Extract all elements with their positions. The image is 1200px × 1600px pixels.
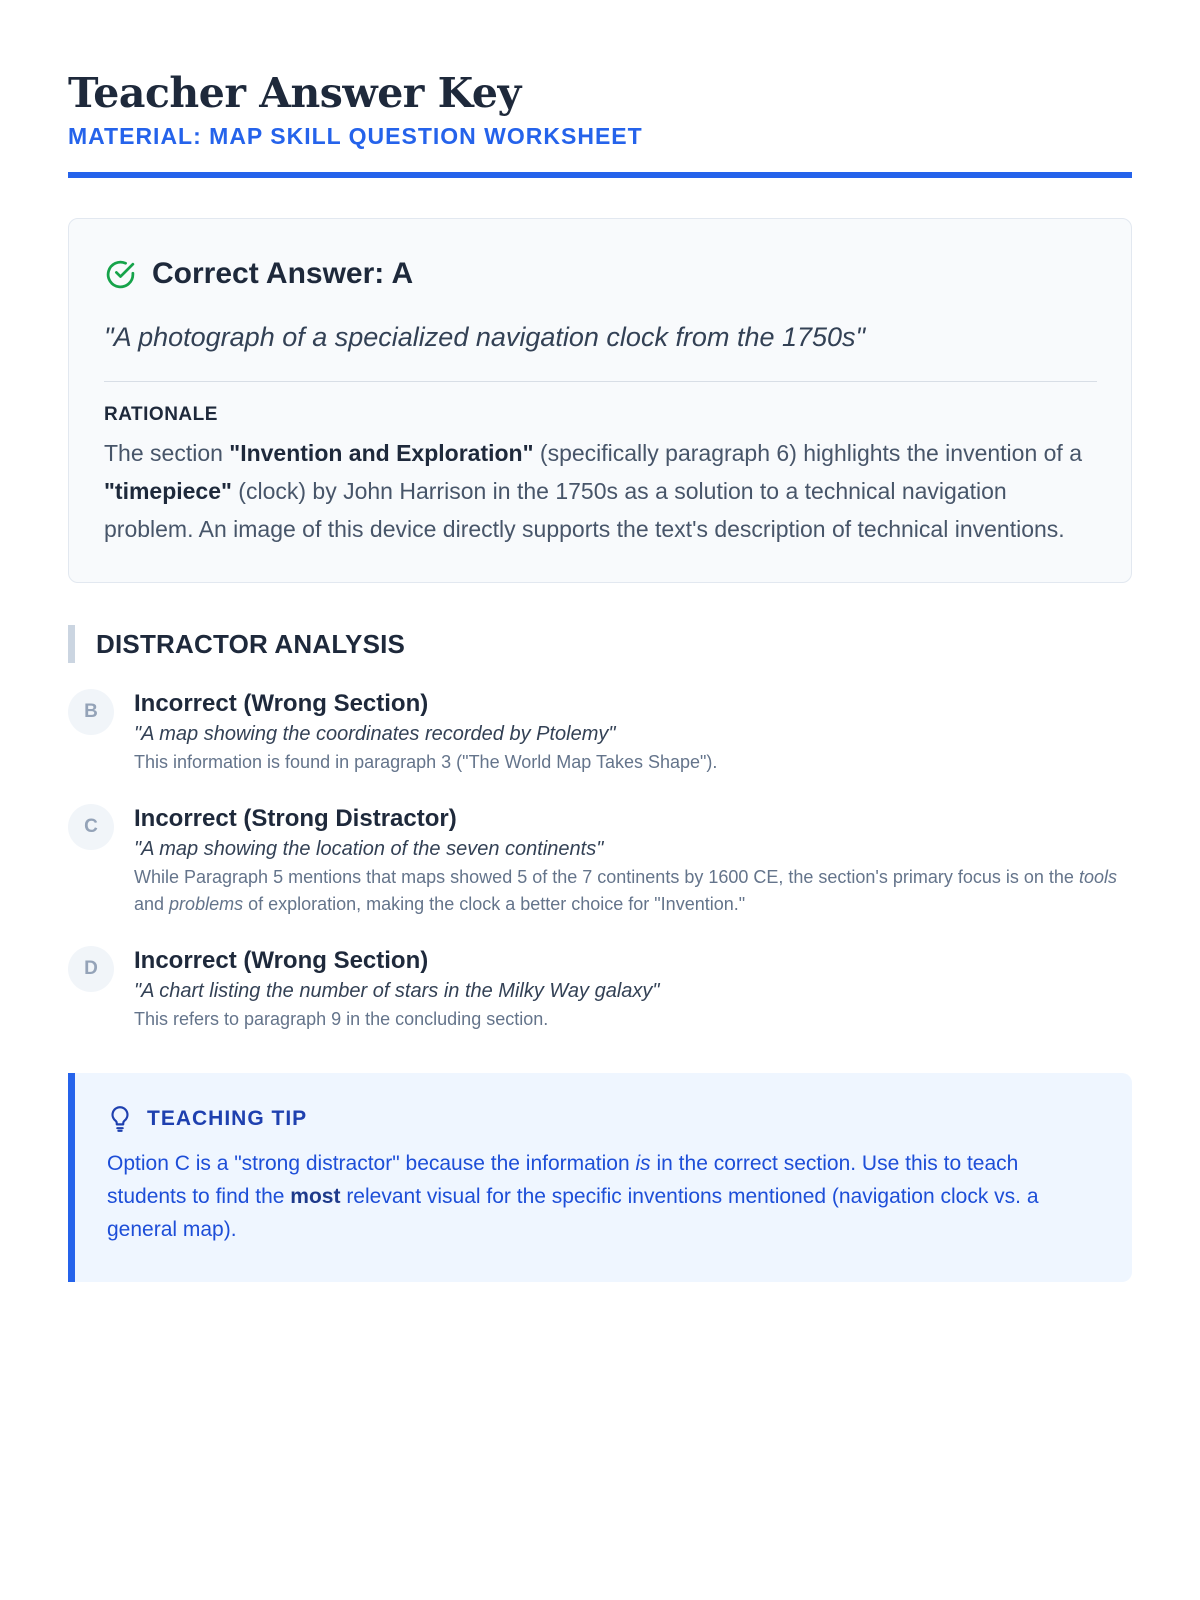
distractor-item-b <box>68 689 1132 776</box>
distractor-verdict: Incorrect (Wrong Section) <box>134 947 429 974</box>
option-letter-badge: D <box>68 946 114 992</box>
distractor-verdict: Incorrect (Wrong Section) <box>134 690 429 717</box>
correct-answer-label: Correct Answer: A <box>152 257 414 290</box>
page-header <box>68 68 1132 178</box>
teaching-tip-box <box>68 1073 1132 1282</box>
correct-answer-heading <box>104 257 1097 291</box>
teaching-tip-label: TEACHING TIP <box>147 1107 308 1130</box>
teaching-tip-heading <box>107 1105 1096 1133</box>
distractor-note: This information is found in paragraph 3 ("The World Map Takes Shape"). <box>134 752 718 772</box>
page-title: Teacher Answer Key <box>68 69 521 117</box>
material-subtitle: MATERIAL: MAP SKILL QUESTION WORKSHEET <box>68 123 643 149</box>
distractor-item-c <box>68 804 1132 918</box>
teaching-tip-text: Option C is a "strong distractor" because the information is in the correct section. Use this to teach students to find the most relevant visual for the specific inventions mentioned (navigation clock vs. a general map). <box>107 1152 1039 1241</box>
distractor-list <box>68 689 1132 1033</box>
distractor-section-title: DISTRACTOR ANALYSIS <box>96 628 406 659</box>
lightbulb-icon <box>107 1105 133 1133</box>
distractor-note: This refers to paragraph 9 in the concluding section. <box>134 1009 549 1029</box>
key-term: "timepiece" <box>104 478 232 504</box>
distractor-section-heading <box>68 625 1132 663</box>
distractor-quote: "A map showing the coordinates recorded by Ptolemy" <box>134 723 616 745</box>
distractor-note: While Paragraph 5 mentions that maps showed 5 of the 7 continents by 1600 CE, the section's primary focus is on the tools and problems of exploration, making the clock a better choice for "Invention." <box>134 867 1117 914</box>
option-letter-badge: B <box>68 689 114 735</box>
correct-answer-quote: "A photograph of a specialized navigation clock from the 1750s" <box>104 319 1097 382</box>
distractor-item-d <box>68 946 1132 1033</box>
rationale-label: RATIONALE <box>104 404 218 425</box>
distractor-quote: "A map showing the location of the seven continents" <box>134 838 604 860</box>
distractor-verdict: Incorrect (Strong Distractor) <box>134 805 457 832</box>
check-circle-icon <box>104 258 137 291</box>
distractor-quote: "A chart listing the number of stars in the Milky Way galaxy" <box>134 980 660 1002</box>
correct-answer-card <box>68 218 1132 583</box>
option-letter-badge: C <box>68 804 114 850</box>
rationale-text: The section "Invention and Exploration" (specifically paragraph 6) highlights the invention of a "timepiece" (clock) by John Harrison in the 1750s as a solution to a technical navigation problem. An image of this device directly supports the text's description of technical inventions. <box>104 440 1083 542</box>
section-name: "Invention and Exploration" <box>229 440 534 466</box>
